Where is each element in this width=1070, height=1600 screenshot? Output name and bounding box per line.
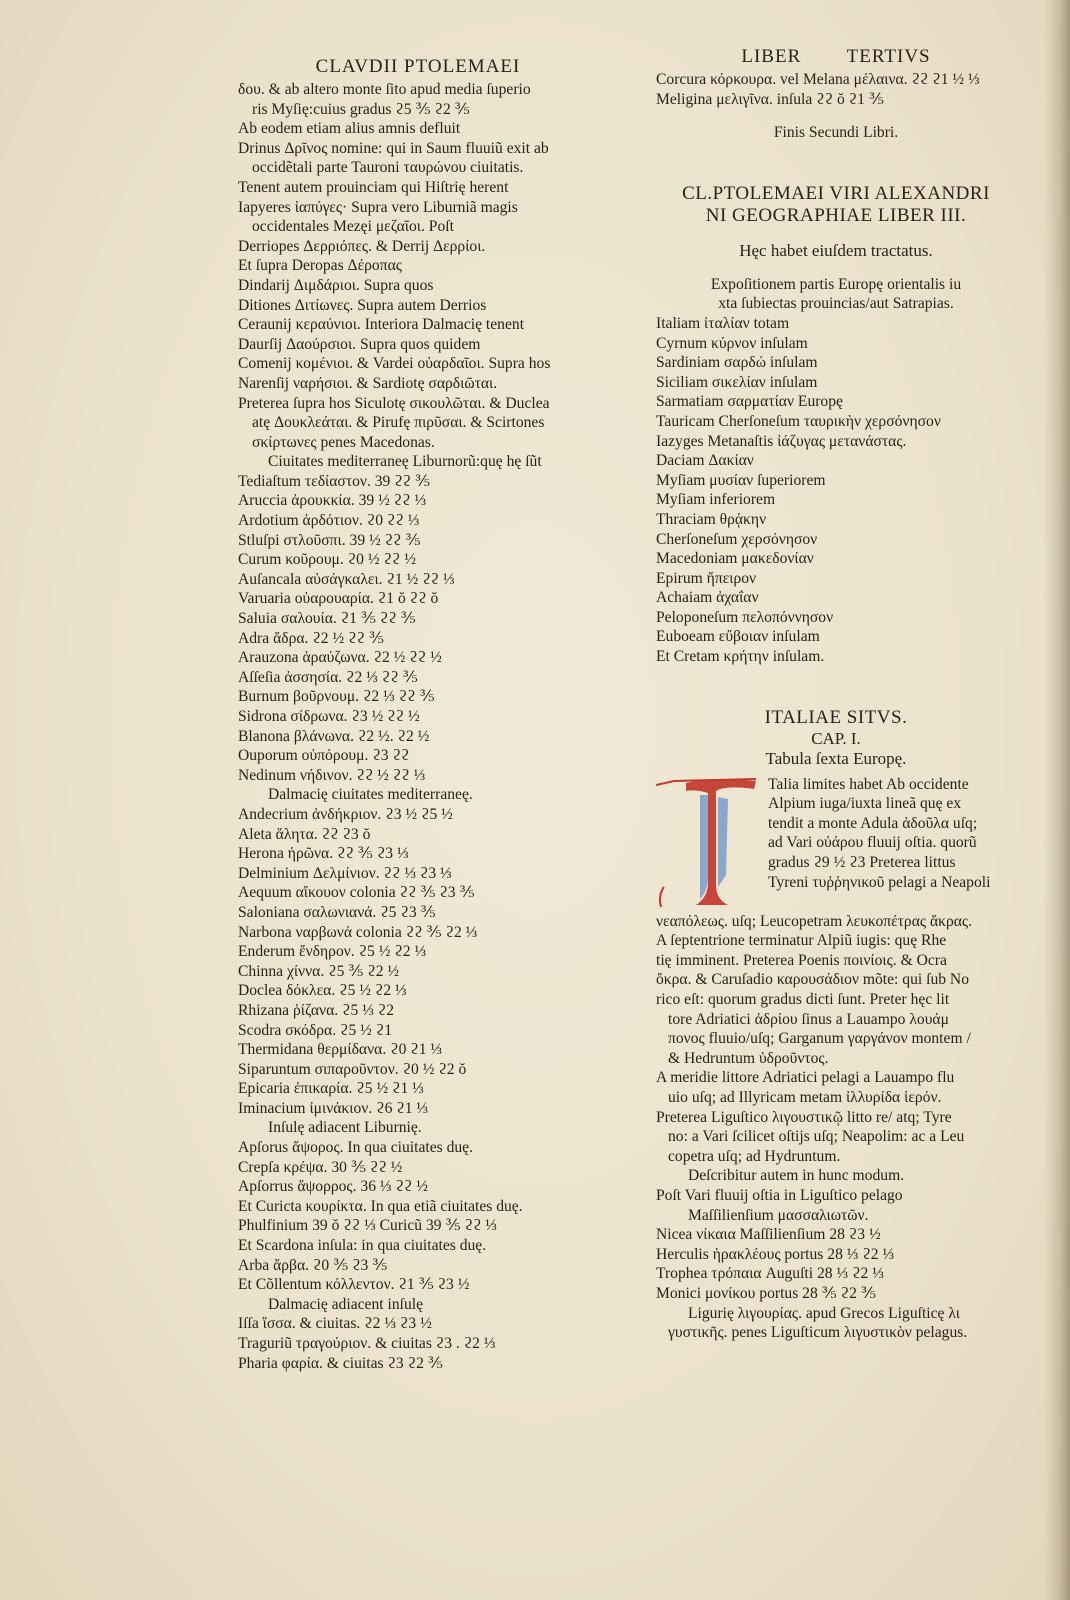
decorated-initial-t-icon	[656, 775, 756, 911]
text-line: Enderum ἔνδηρον. ϩ5 ½ ϩ2 ⅓	[238, 943, 427, 961]
spacer	[656, 143, 1016, 169]
text-line: rico eſt: quorum gradus dicti ſunt. Preter hęc lit	[656, 991, 950, 1009]
text-line: Narenſij ναρήσιοι. & Sardiotę σαρδιῶται.	[238, 374, 498, 392]
text-line: Iapyeres ἰαπύγες· Supra vero Liburniã magis	[238, 198, 518, 216]
contents-heading: Hęc habet eiuſdem tractatus.	[739, 240, 933, 260]
text-line: no: a Vari ſcilicet oſtijs uſq; Neapolim: ac a Leu	[668, 1128, 965, 1146]
text-line: δου. & ab altero monte ſito apud media ſuperio	[238, 81, 531, 98]
text-line: Ceraunij κεραύνιοι. Interiora Dalmacię tenent	[238, 316, 525, 334]
text-line: Andecrium ἀνδήκριον. ϩ3 ½ ϩ5 ½	[238, 805, 453, 823]
text-line: Achaiam ἀχαΐαν	[656, 589, 759, 607]
text-line: Poſt Vari fluuij oſtia in Liguſtico pelago	[656, 1186, 903, 1204]
chapter-title: ITALIAE SITVS.	[764, 706, 908, 728]
text-line: Traguriũ τραγούριον. & ciuitas ϩ3 . ϩ2 ⅓	[238, 1335, 496, 1352]
text-line: Nedinum νήδινον. ϩϩ ½ ϩϩ ⅓	[238, 766, 426, 784]
text-line: Daurſij Δαούρσιοι. Supra quos quidem	[238, 335, 481, 353]
text-line: Stluſpi στλοῦσπι. 39 ½ ϩϩ ⅗	[238, 531, 421, 549]
text-line: Dalmacię ciuitates mediterraneę.	[268, 786, 473, 804]
text-line: Phulfinium 39 ŏ ϩϩ ⅓ Curicũ 39 ⅗ ϩϩ ⅓	[238, 1217, 498, 1235]
spacer	[656, 227, 1016, 241]
text-line: Arauzona ἀραύζωνα. ϩ2 ½ ϩϩ ½	[238, 649, 442, 667]
text-line: Herculis ἡρακλέους portus 28 ⅓ ϩ2 ⅓	[656, 1245, 895, 1263]
chapter-number: CAP. I.	[811, 728, 861, 748]
text-line: Daciam Δακίαν	[656, 452, 754, 470]
text-line: Euboeam εὔβοιαν inſulam	[656, 628, 820, 646]
text-line: Sardiniam σαρδώ inſulam	[656, 354, 818, 372]
text-line: Comenij κομένιοι. & Vardei οὐαρδαῖοι. Supra hos	[238, 355, 551, 373]
text-line: Preterea Liguſtico λιγουστικῷ litto re/ atq; Tyre	[656, 1108, 952, 1126]
text-line: tore Adriatici ἀδρίου ſinus a Lauampo λουάμ	[668, 1010, 949, 1028]
text-line: Myſiam inferiorem	[656, 491, 776, 509]
text-line: Ouporum οὐπόρουμ. ϩ3 ϩϩ	[238, 747, 410, 765]
text-line: Tediaſtum τεδίαστον. 39 ϩϩ ⅗	[238, 472, 431, 490]
text-line: tendit a monte Adula ἀδοῦλα uſq;	[768, 814, 978, 832]
text-line: Burnum βοῦρνουμ. ϩ2 ⅓ ϩϩ ⅗	[238, 688, 435, 706]
text-line: Epirum ἤπειρον	[656, 569, 757, 587]
text-line: occidentales Mezęi μεζαῖοι. Poſt	[252, 218, 454, 236]
text-line: & Hedruntum ὑδροῦντος.	[668, 1049, 829, 1067]
text-line: Auſancala αὐσάγκαλει. ϩ1 ½ ϩϩ ⅓	[238, 570, 455, 588]
text-line: Talia limites habet Ab occidente	[768, 775, 969, 793]
text-line: Meligina μελιγῖνα. inſula ϩϩ ŏ ϩ1 ⅗	[656, 90, 884, 108]
text-line: νεαπόλεως. uſq; Leucopetram λευκοπέτρας ἄκρας.	[656, 912, 973, 930]
text-line: Macedoniam μακεδονίαν	[656, 550, 814, 568]
exposition-line-2: xta ſubiectas prouincias/aut Satrapias.	[718, 295, 954, 313]
spacer	[656, 109, 1016, 123]
text-line: Tropheа τρόπαια Auguſti 28 ⅓ ϩ2 ⅓	[656, 1265, 884, 1283]
book-title-line-2: NI GEOGRAPHIAE LIBER III.	[705, 204, 967, 226]
text-line: Chinna χίννα. ϩ5 ⅗ ϩ2 ½	[238, 962, 400, 980]
text-line: Alpium iuga/iuxta lineã quę ex	[768, 795, 962, 813]
text-line: Sidrona σίδρωνα. ϩ3 ½ ϩϩ ½	[238, 708, 420, 725]
text-line: Et ſupra Deropas Δέροπας	[238, 257, 402, 275]
text-line: Ardotium ἀρδότιον. ϩ0 ϩϩ ⅓	[238, 512, 420, 530]
text-line: A meridie littore Adriatici pelagi a Lauampo flu	[656, 1069, 955, 1087]
text-line: Myſiam μυσίαν ſuperiorem	[656, 471, 826, 489]
left-column	[238, 56, 598, 1373]
text-line: Corcura κόρκουρα. vel Melana μέλαινα. ϩϩ ϩ1 ½ ⅓	[656, 71, 980, 88]
text-line: Sarmatiam σαρματίαν Europę	[656, 393, 843, 411]
text-line: Derriopes Δερριόπες. & Derrij Δερρίοι.	[238, 237, 486, 255]
text-line: γυστικῆς. penes Liguſticum λιγυστικὸν pelagus.	[668, 1324, 968, 1342]
text-line: Ligurię λιγουρίας. apud Grecos Liguſticę λι	[688, 1304, 960, 1322]
text-line: ris Myſię:cuius gradus ϩ5 ⅗ ϩ2 ⅗	[252, 100, 470, 118]
text-line: Blanona βλάνωνα. ϩ2 ½. ϩ2 ½	[238, 727, 430, 745]
text-line: Iazyges Metanaſtis ἰάζυγας μετανάστας.	[656, 432, 907, 450]
text-line: atę Δουκλεάται. & Pirufę πιρῦσαι. & Scirtones	[252, 414, 545, 432]
body-text	[656, 912, 1016, 1343]
book-title-line-1: CL.PTOLEMAEI VIRI ALEXANDRI	[682, 182, 990, 204]
text-line: Herona ἡρῶνα. ϩϩ ⅗ ϩ3 ⅓	[238, 845, 409, 863]
text-line: Arba ἄρβα. ϩ0 ⅗ ϩ3 ⅗	[238, 1256, 388, 1274]
text-line: ad Vari οὐάρου fluuij oſtia. quorũ	[768, 834, 977, 852]
text-line: Epicaria ἐπικαρία. ϩ5 ½ ϩ1 ⅓	[238, 1080, 424, 1098]
text-line: Narbona ναρβωνά colonia ϩϩ ⅗ ϩ2 ⅓	[238, 923, 478, 941]
text-line: Delminium Δελμίνιον. ϩϩ ⅓ ϩ3 ⅓	[238, 864, 452, 882]
text-line: Curum κοῦρουμ. ϩ0 ½ ϩϩ ½	[238, 551, 416, 569]
text-line: Inſulę adiacent Liburnię.	[268, 1119, 422, 1137]
initial-text	[768, 775, 1016, 893]
spacer	[656, 667, 1016, 693]
text-line: Apſorrus ἄψορρος. 36 ⅓ ϩϩ ½	[238, 1178, 428, 1196]
text-line: Nicea νίκαια Maſſilienſium 28 ϩ3 ½	[656, 1226, 881, 1244]
page-gutter-shadow	[1044, 0, 1070, 1600]
spacer	[656, 169, 1016, 183]
text-line: Et Scardona inſula: in qua ciuitates duę.	[238, 1237, 487, 1255]
exposition-line-1: Expoſitionem partis Europę orientalis iu	[710, 275, 962, 293]
text-line: Varuaria οὐαρουαρία. ϩ1 ŏ ϩϩ ŏ	[238, 590, 439, 608]
text-line: gradus ϩ9 ½ ϩ3 Preterea littus	[768, 854, 956, 872]
left-text-block	[238, 80, 598, 1373]
text-line: Iminacium ἰμινάκιον. ϩ6 ϩ1 ⅓	[238, 1099, 429, 1117]
text-line: Aruccia ἀρουκκία. 39 ½ ϩϩ ⅓	[238, 492, 427, 510]
text-line: Adra ἄδρα. ϩ2 ½ ϩϩ ⅗	[238, 629, 384, 647]
text-line: Et Cõllentum κόλλεντον. ϩ1 ⅗ ϩ3 ½	[238, 1276, 470, 1294]
text-line: Iſſa ἴσσα. & ciuitas. ϩ2 ⅓ ϩ3 ½	[238, 1315, 432, 1333]
text-line: Maſſilienſium μασσαλιωτῶν.	[688, 1206, 869, 1224]
text-line: Aequum αἴκουον colonia ϩϩ ⅗ ϩ3 ⅗	[238, 884, 475, 902]
text-line: Siparuntum σιπαροῦντον. ϩ0 ½ ϩ2 ŏ	[238, 1060, 467, 1078]
decorated-initial-paragraph	[656, 775, 1016, 1342]
text-line: Aleta ἄλητα. ϩϩ ϩ3 ŏ	[238, 825, 371, 843]
text-line: A ſeptentrione terminatur Alpiũ iugis: quę Rhe	[656, 932, 947, 950]
text-line: Ciuitates mediterraneę Liburnorũ:quę hę ſũt	[268, 453, 542, 471]
text-line: Peloponeſum πελοπόννησον	[656, 608, 834, 626]
text-line: Cherſoneſum χερσόνησον	[656, 530, 818, 548]
text-line: Crepſa κρέψα. 30 ⅗ ϩϩ ½	[238, 1158, 403, 1176]
right-column	[656, 46, 1016, 1342]
text-line: Pharia φαρία. & ciuitas ϩ3 ϩ2 ⅗	[238, 1354, 443, 1372]
text-line: Apſorus ἄψορος. In qua ciuitates duę.	[238, 1139, 473, 1157]
text-line: Et Cretam κρήτην inſulam.	[656, 648, 825, 666]
text-line: Ab eodem etiam alius amnis defluit	[238, 120, 461, 138]
text-line: copetra uſq; ad Hydruntum.	[668, 1147, 841, 1165]
tabula-heading: Tabula ſexta Europę.	[765, 748, 907, 768]
text-line: Monici μονίκου portus 28 ⅗ ϩ2 ⅗	[656, 1284, 876, 1302]
finis-line: Finis Secundi Libri.	[773, 124, 899, 142]
text-line: Thermidana θερμίδανα. ϩ0 ϩ1 ⅓	[238, 1041, 443, 1059]
text-line: Preterea ſupra hos Siculotę σικουλῶται. & Duclea	[238, 394, 550, 412]
text-line: Italiam ἰταλίαν totam	[656, 314, 790, 332]
contents-list	[656, 314, 1016, 667]
running-head-left: CLAVDII PTOLEMAEI	[315, 56, 521, 77]
text-line: Drinus Δρῖνος nomine: qui in Saum fluuiũ exit ab	[238, 139, 549, 157]
text-line: Saloniana σαλωνιανά. ϩ5 ϩ3 ⅗	[238, 903, 436, 921]
text-line: Et Curicta κουρίκτα. In qua etiã ciuitates duę.	[238, 1197, 523, 1215]
text-line: Dindarij Διμδάριοι. Supra quos	[238, 276, 434, 294]
text-line: σκίρτωνες penes Macedonas.	[252, 433, 435, 451]
text-line: Tenent autem prouinciam qui Hiſtrię herent	[238, 178, 509, 196]
text-line: Tyreni τυῤῥηνικοῦ pelagi a Neapoli	[768, 873, 991, 891]
running-head-right: LIBER TERTIVS	[741, 46, 931, 67]
text-line: tię imminent. Preterea Poenis ποινίοις. & Ocra	[656, 951, 947, 969]
text-line: Rhizana ῥίζανα. ϩ5 ⅓ ϩ2	[238, 1001, 395, 1019]
text-line: uio uſq; ad Illyricam metam ἰλλυρίδα ἱερόν.	[668, 1089, 942, 1106]
text-line: Doclea δόκλεα. ϩ5 ½ ϩ2 ⅓	[238, 982, 407, 1000]
text-line: Scodra σκόδρα. ϩ5 ½ ϩ1	[238, 1021, 393, 1039]
spacer	[656, 693, 1016, 707]
text-line: Siciliam σικελίαν inſulam	[656, 373, 818, 391]
text-line: Saluia σαλουία. ϩ1 ⅗ ϩϩ ⅗	[238, 610, 416, 628]
text-line: occidẽtali parte Tauroni ταυρώνου ciuitatis.	[252, 159, 524, 177]
text-line: Ditiones Διτίωνες. Supra autem Derrios	[238, 296, 487, 314]
text-line: Cyrnum κύρνον inſulam	[656, 334, 808, 352]
text-line: Aſſeſia ἀσσησία. ϩ2 ⅓ ϩϩ ⅗	[238, 668, 418, 686]
text-line: ὄκρα. & Caruſadio καρουσάδιον mõte: qui ſub No	[656, 971, 969, 989]
text-line: Deſcribitur autem in hunc modum.	[688, 1167, 905, 1185]
spacer	[656, 261, 1016, 275]
text-line: πονος fluuio/uſq; Garganum γαργάνον montem /	[668, 1030, 971, 1048]
text-line: Thraciam θρᾴκην	[656, 510, 767, 528]
text-line: Dalmacię adiacent inſulę	[268, 1295, 423, 1313]
text-line: Tauricam Cherſoneſum ταυρικὴν χερσόνησον	[656, 412, 941, 430]
